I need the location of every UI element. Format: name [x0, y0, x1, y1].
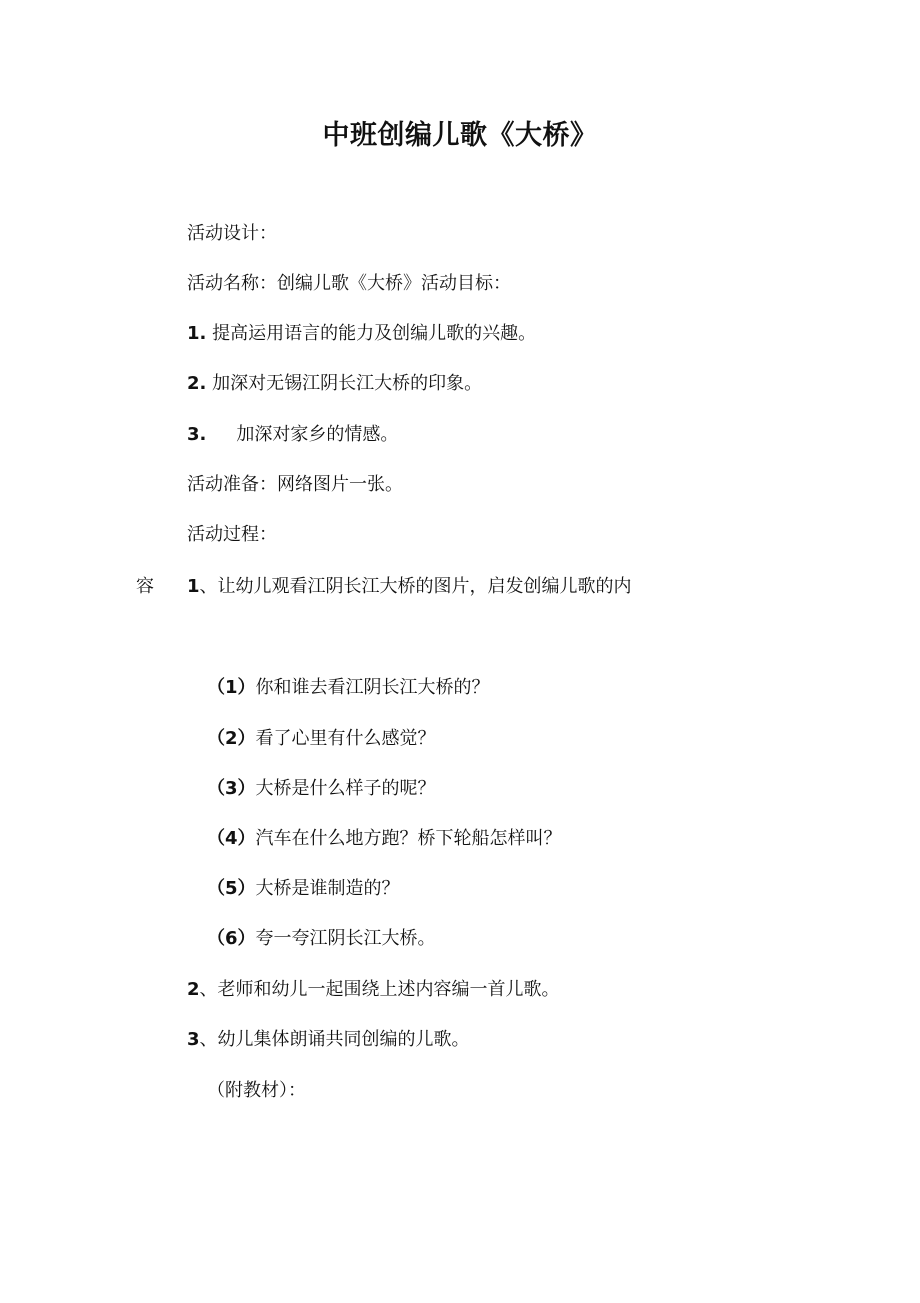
question-item	[207, 825, 562, 853]
question-item	[207, 775, 436, 803]
question-item	[207, 875, 400, 903]
question-number: （6）	[207, 928, 256, 949]
question-item	[207, 925, 436, 953]
question-text: 你和谁去看江阴长江大桥的？	[255, 677, 490, 698]
question-item	[207, 725, 436, 753]
step-number: 3	[187, 1029, 200, 1050]
step-text: 、幼儿集体朗诵共同创编的儿歌。	[199, 1029, 470, 1050]
step-number: 2	[187, 979, 200, 1000]
goal-text: 加深对无锡江阴长江大桥的印象。	[206, 373, 483, 394]
question-number: （2）	[207, 728, 256, 749]
question-number: （3）	[207, 778, 256, 799]
step1-line	[187, 573, 632, 601]
activity-name-goals: 活动名称：创编儿歌《大桥》活动目标：	[187, 273, 511, 294]
appendix-line: （附教材）：	[207, 1080, 306, 1101]
goal-item	[187, 370, 482, 398]
question-text: 大桥是谁制造的？	[255, 878, 400, 899]
step-text: 、老师和幼儿一起围绕上述内容编一首儿歌。	[199, 979, 560, 1000]
question-text: 大桥是什么样子的呢？	[255, 778, 436, 799]
question-number: （1）	[207, 677, 256, 698]
goal-text: 加深对家乡的情感。	[236, 424, 399, 445]
step2-line	[187, 976, 560, 1004]
goal-number: 3.	[187, 424, 207, 445]
question-number: （5）	[207, 878, 256, 899]
step3-line	[187, 1026, 470, 1054]
document-title: 中班创编儿歌《大桥》	[322, 120, 598, 151]
question-text: 看了心里有什么感觉？	[255, 728, 436, 749]
question-text: 汽车在什么地方跑？桥下轮船怎样叫？	[255, 828, 562, 849]
question-number: （4）	[207, 828, 256, 849]
question-text: 夸一夸江阴长江大桥。	[255, 928, 436, 949]
question-item	[207, 674, 490, 702]
goal-text: 提高运用语言的能力及创编儿歌的兴趣。	[206, 323, 537, 344]
goal-number: 2.	[187, 373, 207, 394]
goal-item	[187, 421, 398, 449]
goal-number: 1.	[187, 323, 207, 344]
step1-wrap-char: 容	[136, 576, 154, 597]
goal-item	[187, 320, 536, 348]
process-heading: 活动过程：	[187, 524, 277, 545]
step-text: 、让幼儿观看江阴长江大桥的图片，启发创编儿歌的内	[199, 576, 632, 597]
step-number: 1	[187, 576, 200, 597]
design-heading: 活动设计：	[187, 223, 277, 244]
preparation-line: 活动准备：网络图片一张。	[187, 474, 403, 495]
